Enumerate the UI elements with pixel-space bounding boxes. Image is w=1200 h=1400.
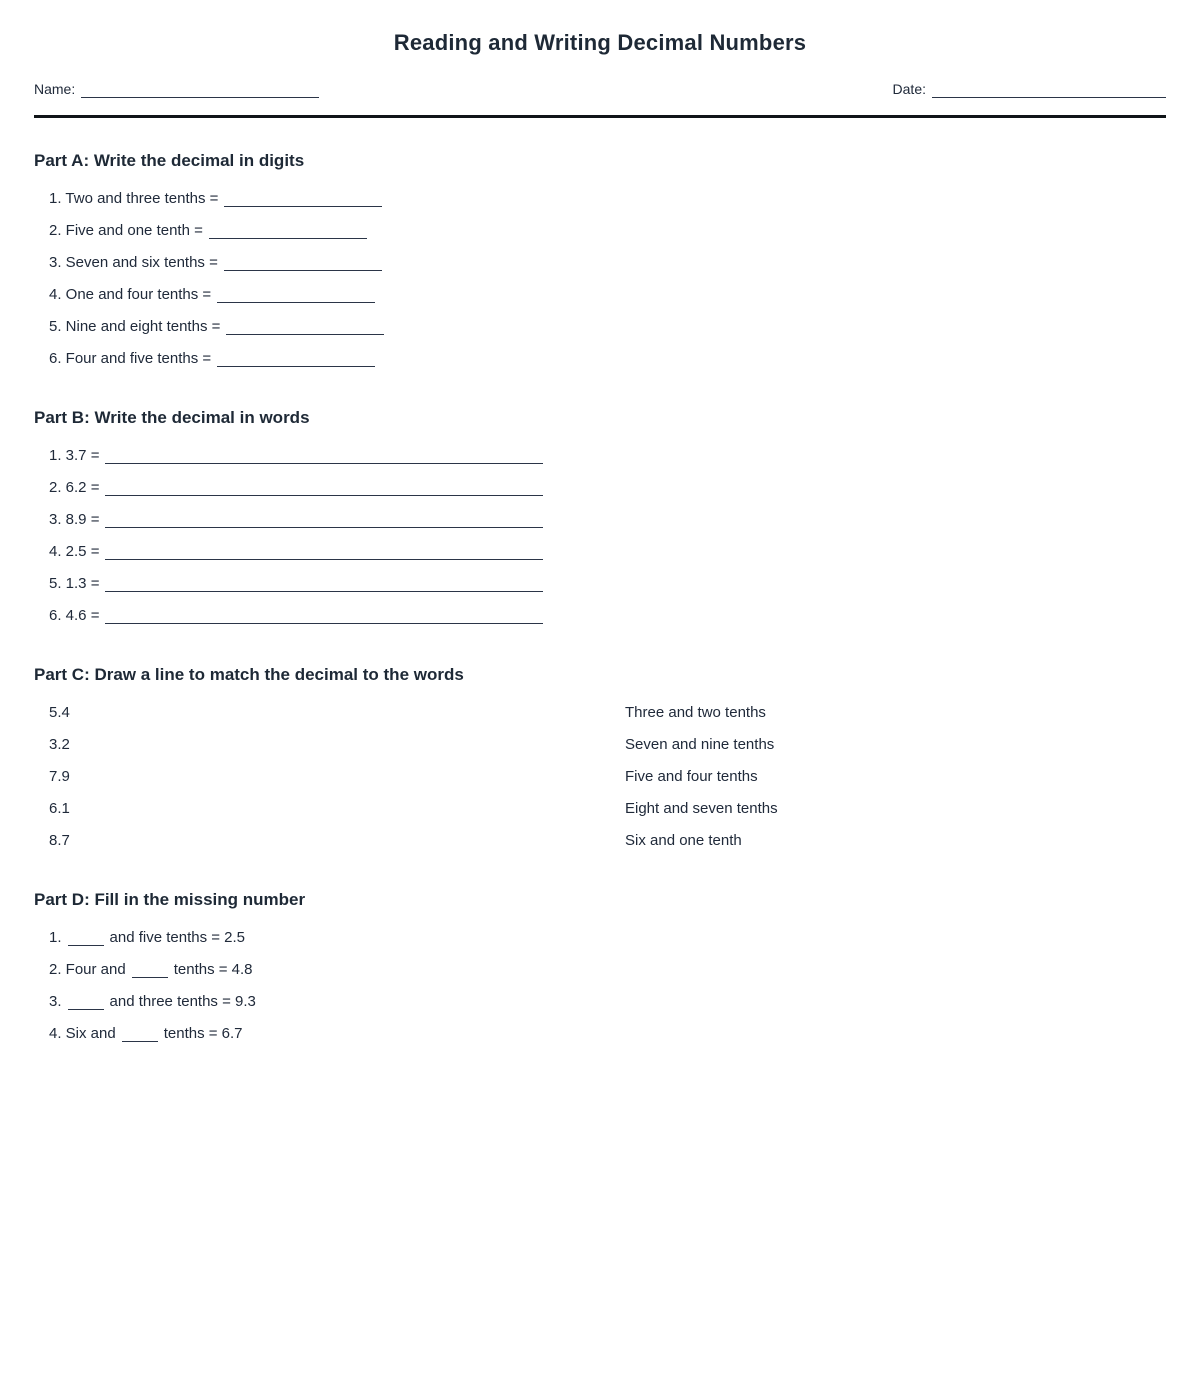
match-decimal-5: 8.7 [49, 832, 70, 849]
answer-blank [226, 317, 384, 335]
name-date-row [34, 81, 1166, 98]
match-word-1: Three and two tenths [625, 704, 766, 721]
header-divider [34, 115, 1166, 118]
part-b-heading: Part B: Write the decimal in words [34, 408, 310, 427]
name-label: Name: [34, 81, 76, 97]
part-b-item-6-text: 6. 4.6 = [49, 607, 100, 624]
part-d-item-3-post: and three tenths = 9.3 [109, 993, 256, 1010]
match-decimal-1: 5.4 [49, 704, 70, 721]
date-blank-line [932, 84, 1166, 98]
part-d-item-1 [49, 922, 1166, 954]
part-b-item-4 [49, 536, 1166, 568]
answer-blank [68, 992, 104, 1010]
name-field [34, 81, 319, 98]
answer-blank [105, 574, 543, 592]
match-decimal-4: 6.1 [49, 800, 70, 817]
part-d-item-2 [49, 954, 1166, 986]
part-a-item-1 [49, 183, 1166, 215]
part-b-item-6 [49, 600, 1166, 632]
match-word-2: Seven and nine tenths [625, 736, 775, 753]
part-a-item-4 [49, 279, 1166, 311]
match-decimal-2: 3.2 [49, 736, 70, 753]
match-word-5: Six and one tenth [625, 832, 742, 849]
part-b-item-4-text: 4. 2.5 = [49, 543, 100, 560]
part-d-item-3 [49, 986, 1166, 1018]
answer-blank [224, 253, 382, 271]
part-d-item-2-post: tenths = 4.8 [173, 961, 253, 978]
part-a-item-3-text: 3. Seven and six tenths = [49, 254, 218, 271]
answer-blank [105, 510, 543, 528]
answer-blank [122, 1024, 158, 1042]
part-d-heading: Part D: Fill in the missing number [34, 890, 306, 909]
match-decimal-3: 7.9 [49, 768, 70, 785]
part-a-item-6-text: 6. Four and five tenths = [49, 350, 212, 367]
answer-blank [105, 446, 543, 464]
part-a-heading: Part A: Write the decimal in digits [34, 151, 305, 170]
answer-blank [217, 285, 375, 303]
part-b-item-5 [49, 568, 1166, 600]
part-d-item-1-pre: 1. [49, 929, 62, 946]
part-a-item-4-text: 4. One and four tenths = [49, 286, 212, 303]
match-word-3: Five and four tenths [625, 768, 758, 785]
answer-blank [217, 349, 375, 367]
part-d-items [34, 922, 1166, 1050]
part-b-item-3-text: 3. 8.9 = [49, 511, 100, 528]
part-a-item-2-text: 2. Five and one tenth = [49, 222, 203, 239]
answer-blank [68, 928, 104, 946]
part-d-item-2-pre: 2. Four and [49, 961, 126, 978]
part-a-item-6 [49, 343, 1166, 375]
part-b-items [34, 440, 1166, 632]
part-d-item-4-post: tenths = 6.7 [163, 1025, 243, 1042]
part-a-item-5-text: 5. Nine and eight tenths = [49, 318, 221, 335]
answer-blank [209, 221, 367, 239]
page-title: Reading and Writing Decimal Numbers [393, 30, 807, 55]
answer-blank [105, 542, 543, 560]
part-d-item-3-pre: 3. [49, 993, 62, 1010]
part-d-item-1-post: and five tenths = 2.5 [109, 929, 246, 946]
date-label: Date: [892, 81, 926, 97]
answer-blank [132, 960, 168, 978]
part-c-matching [34, 697, 1166, 857]
part-b-item-2-text: 2. 6.2 = [49, 479, 100, 496]
date-field [893, 81, 1166, 98]
part-a-item-2 [49, 215, 1166, 247]
part-a-item-5 [49, 311, 1166, 343]
name-blank-line [81, 84, 319, 98]
part-b-item-1-text: 1. 3.7 = [49, 447, 100, 464]
answer-blank [224, 189, 382, 207]
part-c-heading: Part C: Draw a line to match the decimal to the words [34, 665, 464, 684]
part-b-item-5-text: 5. 1.3 = [49, 575, 100, 592]
part-b-item-1 [49, 440, 1166, 472]
answer-blank [105, 606, 543, 624]
part-a-item-3 [49, 247, 1166, 279]
part-b-item-3 [49, 504, 1166, 536]
part-b-item-2 [49, 472, 1166, 504]
part-d-item-4 [49, 1018, 1166, 1050]
part-a-items [34, 183, 1166, 375]
match-word-4: Eight and seven tenths [625, 800, 778, 817]
answer-blank [105, 478, 543, 496]
part-d-item-4-pre: 4. Six and [49, 1025, 116, 1042]
part-a-item-1-text: 1. Two and three tenths = [49, 190, 219, 207]
